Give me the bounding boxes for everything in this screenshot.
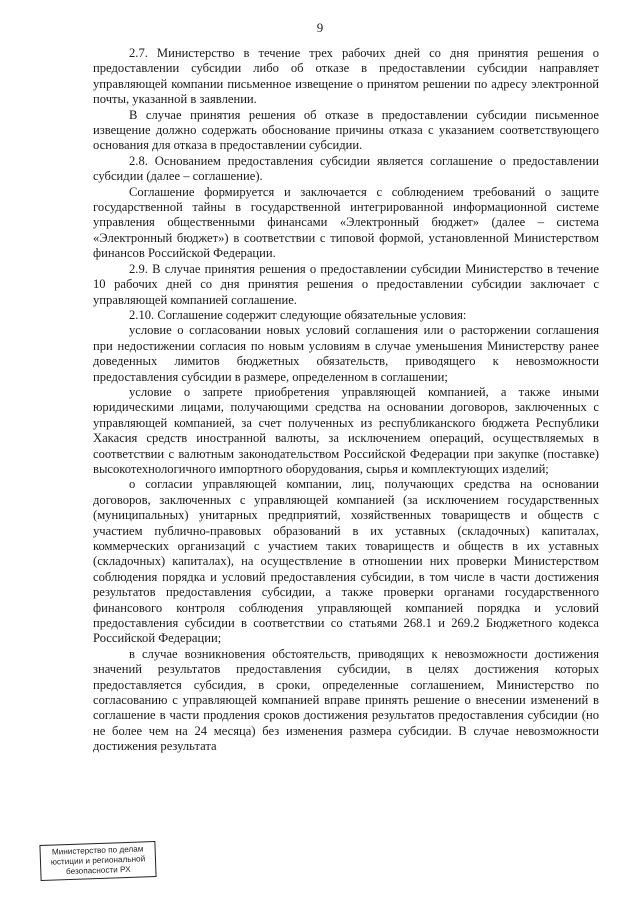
page-number: 9 bbox=[316, 20, 324, 35]
stamp-line: безопасности РХ bbox=[65, 864, 131, 877]
ministry-stamp bbox=[39, 841, 156, 881]
paragraph-condition-currency-ban: условие о запрете приобретения управляющей компанией, а также иными юридическими лицами, получающими средства на основании договоров, заключенных с управляющей компанией, за счет полученных из республиканского бюджета Республики Хакасия средств иностранной валюты, за исключением операций, осуществляемых в соответствии с валютным законодательством Российской Федерации при закупке (поставке) высокотехнологичного импортного оборудования, сырья и комплектующих изделий; bbox=[93, 384, 599, 476]
paragraph-2-10: 2.10. Соглашение содержит следующие обязательные условия: bbox=[129, 307, 467, 322]
paragraph-condition-extension: в случае возникновения обстоятельств, приводящих к невозможности достижения значений результатов предоставления субсидии, в целях достижения которых предоставляется субсидия, в сроки, определенные соглашением, Министерство по согласованию с управляющей компанией вправе принять решение о внесении изменений в соглашение в части продления сроков достижения результатов предоставления субсидии (но не более чем на 24 месяца) без изменения размера субсидии. В случае невозможности достижения результата bbox=[93, 646, 599, 754]
paragraph-condition-audit-consent: о согласии управляющей компании, лиц, получающих средства на основании договоров, заключенных с управляющей компанией (за исключением государственных (муниципальных) унитарных предприятий, хозяйственных товариществ и обществ с участием публично-правовых образований в их уставных (складочных) капиталах, коммерческих организаций с участием таких товариществ и обществ в их уставных (складочных) капиталах), на осуществление в отношении них проверки Министерством соблюдения порядка и условий предоставления субсидии, в том числе в части достижения результатов предоставления субсидии, а также проверки органами государственного финансового контроля соблюдения управляющей компанией порядка и условий предоставления субсидии в соответствии со статьями 268.1 и 269.2 Бюджетного кодекса Российской Федерации; bbox=[93, 477, 599, 646]
paragraph-2-9: 2.9. В случае принятия решения о предоставлении субсидии Министерство в течение 10 рабочих дней со дня принятия решения о предоставлении субсидии заключает с управляющей компанией соглашение. bbox=[93, 261, 599, 307]
paragraph-agreement-formation: Соглашение формируется и заключается с соблюдением требований о защите государственной тайны в государственной интегрированной информационной системе управления общественными финансами «Электронный бюджет» (далее – система «Электронный бюджет») в соответствии с типовой формой, установленной Министерством финансов Российской Федерации. bbox=[93, 184, 599, 261]
paragraph-2-8: 2.8. Основанием предоставления субсидии является соглашение о предоставлении субсидии (далее – соглашение). bbox=[93, 153, 599, 184]
document-body bbox=[93, 46, 599, 755]
stamp-line: юстиции и региональной bbox=[50, 854, 146, 867]
paragraph-condition-new-terms: условие о согласовании новых условий соглашения или о расторжении соглашения при недостижении согласия по новым условиям в случае уменьшения Министерству ранее доведенных лимитов бюджетных обязательств, приводящего к невозможности предоставления субсидии в размере, определенном в соглашении; bbox=[93, 323, 599, 384]
stamp-line: Министерство по делам bbox=[51, 844, 144, 857]
paragraph-2-7: 2.7. Министерство в течение трех рабочих дней со дня принятия решения о предоставлении субсидии либо об отказе в предоставлении субсидии направляет управляющей компании письменное извещение о принятом решении по адресу электронной почты, указанной в заявлении. bbox=[93, 46, 599, 107]
paragraph-refusal-notice: В случае принятия решения об отказе в предоставлении субсидии письменное извещение должно содержать обоснование причины отказа с указанием соответствующего основания для отказа в предоставлении субсидии. bbox=[93, 107, 599, 153]
